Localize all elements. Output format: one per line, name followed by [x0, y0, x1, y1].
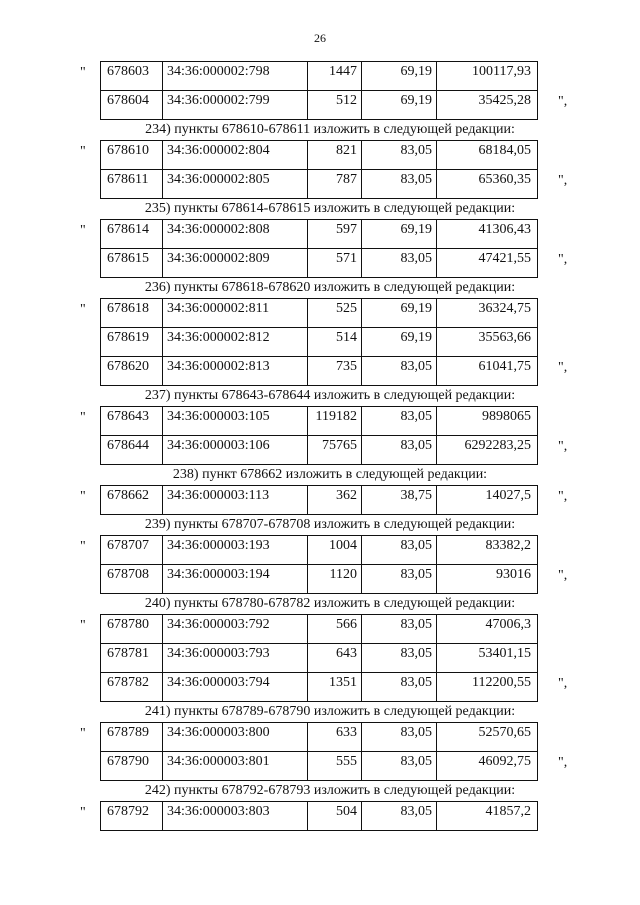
rate-cell: 83,05 — [362, 436, 437, 465]
document-body — [0, 61, 640, 831]
amount-cell: 100117,93 — [437, 62, 538, 91]
amount-cell: 47421,55 — [437, 249, 538, 278]
table-row — [101, 486, 538, 515]
amendment-section — [0, 594, 640, 702]
cadastral-number-cell: 34:36:000002:805 — [163, 170, 308, 199]
closing-quote: ", — [558, 252, 568, 267]
parcel-number-cell: 678614 — [101, 220, 163, 249]
amendment-heading: 238) пункт 678662 изложить в следующей редакции: — [172, 467, 488, 482]
amount-cell: 93016 — [437, 565, 538, 594]
amendment-heading: 235) пункты 678614-678615 изложить в следующей редакции: — [144, 201, 516, 216]
rate-cell: 83,05 — [362, 141, 437, 170]
cadastral-number-cell: 34:36:000003:803 — [163, 802, 308, 831]
parcel-table — [100, 406, 538, 465]
parcel-number-cell: 678662 — [101, 486, 163, 515]
rate-cell: 83,05 — [362, 565, 437, 594]
area-cell: 504 — [308, 802, 362, 831]
table-row — [101, 220, 538, 249]
opening-quote: " — [80, 489, 86, 504]
opening-quote: " — [80, 302, 86, 317]
amendment-section — [0, 61, 640, 120]
area-cell: 735 — [308, 357, 362, 386]
cadastral-number-cell: 34:36:000003:194 — [163, 565, 308, 594]
amount-cell: 35563,66 — [437, 328, 538, 357]
table-row — [101, 565, 538, 594]
area-cell: 362 — [308, 486, 362, 515]
amount-cell: 46092,75 — [437, 752, 538, 781]
area-cell: 1004 — [308, 536, 362, 565]
rate-cell: 69,19 — [362, 328, 437, 357]
parcel-table — [100, 298, 538, 386]
rate-cell: 69,19 — [362, 299, 437, 328]
opening-quote: " — [80, 144, 86, 159]
cadastral-number-cell: 34:36:000002:804 — [163, 141, 308, 170]
cadastral-number-cell: 34:36:000003:792 — [163, 615, 308, 644]
rate-cell: 83,05 — [362, 170, 437, 199]
amendment-heading: 236) пункты 678618-678620 изложить в следующей редакции: — [144, 280, 516, 295]
area-cell: 643 — [308, 644, 362, 673]
parcel-number-cell: 678643 — [101, 407, 163, 436]
amount-cell: 35425,28 — [437, 91, 538, 120]
parcel-number-cell: 678610 — [101, 141, 163, 170]
rate-cell: 83,05 — [362, 723, 437, 752]
area-cell: 1120 — [308, 565, 362, 594]
amount-cell: 47006,3 — [437, 615, 538, 644]
table-row — [101, 170, 538, 199]
cadastral-number-cell: 34:36:000002:813 — [163, 357, 308, 386]
parcel-number-cell: 678708 — [101, 565, 163, 594]
cadastral-number-cell: 34:36:000002:812 — [163, 328, 308, 357]
parcel-table — [100, 140, 538, 199]
amendment-heading: 239) пункты 678707-678708 изложить в следующей редакции: — [144, 517, 516, 532]
parcel-number-cell: 678790 — [101, 752, 163, 781]
amount-cell: 53401,15 — [437, 644, 538, 673]
parcel-table — [100, 801, 538, 831]
parcel-number-cell: 678620 — [101, 357, 163, 386]
table-row — [101, 62, 538, 91]
parcel-table — [100, 535, 538, 594]
amount-cell: 52570,65 — [437, 723, 538, 752]
area-cell: 512 — [308, 91, 362, 120]
table-row — [101, 673, 538, 702]
cadastral-number-cell: 34:36:000002:811 — [163, 299, 308, 328]
parcel-number-cell: 678792 — [101, 802, 163, 831]
rate-cell: 83,05 — [362, 249, 437, 278]
rate-cell: 83,05 — [362, 802, 437, 831]
closing-quote: ", — [558, 439, 568, 454]
cadastral-number-cell: 34:36:000002:809 — [163, 249, 308, 278]
cadastral-number-cell: 34:36:000002:798 — [163, 62, 308, 91]
area-cell: 571 — [308, 249, 362, 278]
table-row — [101, 299, 538, 328]
amount-cell: 65360,35 — [437, 170, 538, 199]
rate-cell: 83,05 — [362, 673, 437, 702]
amount-cell: 14027,5 — [437, 486, 538, 515]
rate-cell: 69,19 — [362, 220, 437, 249]
amendment-section — [0, 781, 640, 831]
area-cell: 597 — [308, 220, 362, 249]
amount-cell: 112200,55 — [437, 673, 538, 702]
rate-cell: 83,05 — [362, 644, 437, 673]
amendment-section — [0, 199, 640, 278]
amendment-heading: 234) пункты 678610-678611 изложить в следующей редакции: — [145, 122, 515, 137]
parcel-number-cell: 678615 — [101, 249, 163, 278]
amount-cell: 6292283,25 — [437, 436, 538, 465]
table-row — [101, 615, 538, 644]
opening-quote: " — [80, 539, 86, 554]
parcel-number-cell: 678780 — [101, 615, 163, 644]
area-cell: 821 — [308, 141, 362, 170]
parcel-table — [100, 614, 538, 702]
parcel-table — [100, 485, 538, 515]
closing-quote: ", — [558, 360, 568, 375]
area-cell: 787 — [308, 170, 362, 199]
rate-cell: 83,05 — [362, 752, 437, 781]
parcel-number-cell: 678604 — [101, 91, 163, 120]
amount-cell: 9898065 — [437, 407, 538, 436]
amendment-section — [0, 120, 640, 199]
area-cell: 1447 — [308, 62, 362, 91]
amount-cell: 36324,75 — [437, 299, 538, 328]
opening-quote: " — [80, 618, 86, 633]
parcel-number-cell: 678603 — [101, 62, 163, 91]
amendment-section — [0, 515, 640, 594]
parcel-table — [100, 219, 538, 278]
closing-quote: ", — [558, 489, 568, 504]
cadastral-number-cell: 34:36:000003:801 — [163, 752, 308, 781]
area-cell: 119182 — [308, 407, 362, 436]
amount-cell: 68184,05 — [437, 141, 538, 170]
table-row — [101, 357, 538, 386]
rate-cell: 83,05 — [362, 615, 437, 644]
parcel-number-cell: 678707 — [101, 536, 163, 565]
table-row — [101, 328, 538, 357]
rate-cell: 83,05 — [362, 407, 437, 436]
amendment-section — [0, 702, 640, 781]
amount-cell: 41857,2 — [437, 802, 538, 831]
amendment-section — [0, 386, 640, 465]
area-cell: 1351 — [308, 673, 362, 702]
opening-quote: " — [80, 223, 86, 238]
cadastral-number-cell: 34:36:000003:800 — [163, 723, 308, 752]
rate-cell: 38,75 — [362, 486, 437, 515]
closing-quote: ", — [558, 94, 568, 109]
table-row — [101, 249, 538, 278]
table-row — [101, 141, 538, 170]
rate-cell: 69,19 — [362, 62, 437, 91]
table-row — [101, 723, 538, 752]
parcel-table — [100, 61, 538, 120]
opening-quote: " — [80, 410, 86, 425]
parcel-number-cell: 678618 — [101, 299, 163, 328]
parcel-number-cell: 678644 — [101, 436, 163, 465]
cadastral-number-cell: 34:36:000003:105 — [163, 407, 308, 436]
area-cell: 566 — [308, 615, 362, 644]
opening-quote: " — [80, 726, 86, 741]
page-number: 26 — [314, 31, 326, 45]
parcel-number-cell: 678611 — [101, 170, 163, 199]
amendment-heading: 240) пункты 678780-678782 изложить в следующей редакции: — [144, 596, 516, 611]
area-cell: 555 — [308, 752, 362, 781]
opening-quote: " — [80, 65, 86, 80]
amendment-section — [0, 465, 640, 515]
amount-cell: 41306,43 — [437, 220, 538, 249]
cadastral-number-cell: 34:36:000003:193 — [163, 536, 308, 565]
cadastral-number-cell: 34:36:000002:799 — [163, 91, 308, 120]
table-row — [101, 91, 538, 120]
parcel-number-cell: 678619 — [101, 328, 163, 357]
area-cell: 75765 — [308, 436, 362, 465]
area-cell: 633 — [308, 723, 362, 752]
closing-quote: ", — [558, 568, 568, 583]
parcel-number-cell: 678781 — [101, 644, 163, 673]
amendment-heading: 237) пункты 678643-678644 изложить в следующей редакции: — [144, 388, 516, 403]
parcel-table — [100, 722, 538, 781]
cadastral-number-cell: 34:36:000002:808 — [163, 220, 308, 249]
rate-cell: 69,19 — [362, 91, 437, 120]
table-row — [101, 644, 538, 673]
cadastral-number-cell: 34:36:000003:793 — [163, 644, 308, 673]
rate-cell: 83,05 — [362, 357, 437, 386]
area-cell: 514 — [308, 328, 362, 357]
cadastral-number-cell: 34:36:000003:113 — [163, 486, 308, 515]
table-row — [101, 436, 538, 465]
rate-cell: 83,05 — [362, 536, 437, 565]
cadastral-number-cell: 34:36:000003:794 — [163, 673, 308, 702]
table-row — [101, 407, 538, 436]
area-cell: 525 — [308, 299, 362, 328]
parcel-number-cell: 678789 — [101, 723, 163, 752]
closing-quote: ", — [558, 755, 568, 770]
amendment-section — [0, 278, 640, 386]
amount-cell: 83382,2 — [437, 536, 538, 565]
parcel-number-cell: 678782 — [101, 673, 163, 702]
opening-quote: " — [80, 805, 86, 820]
table-row — [101, 802, 538, 831]
table-row — [101, 536, 538, 565]
cadastral-number-cell: 34:36:000003:106 — [163, 436, 308, 465]
amendment-heading: 242) пункты 678792-678793 изложить в следующей редакции: — [144, 783, 516, 798]
closing-quote: ", — [558, 173, 568, 188]
amendment-heading: 241) пункты 678789-678790 изложить в следующей редакции: — [144, 704, 516, 719]
table-row — [101, 752, 538, 781]
amount-cell: 61041,75 — [437, 357, 538, 386]
closing-quote: ", — [558, 676, 568, 691]
